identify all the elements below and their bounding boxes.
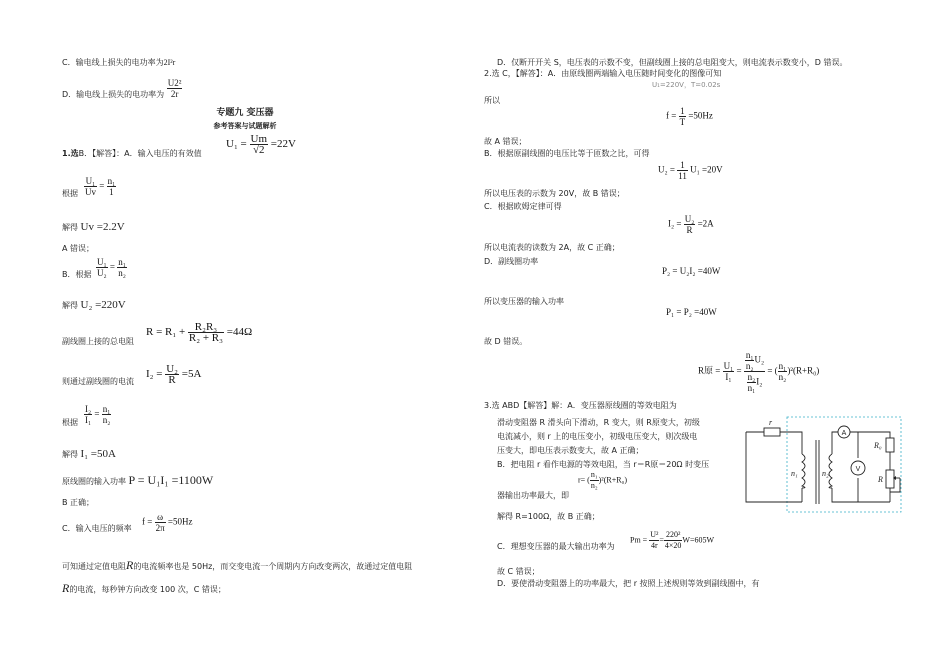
q3-head: 3.选 ABD【解答】解：A．变压器原线圈的等效电阻为 (484, 401, 677, 410)
frac-den: n₁ (747, 383, 756, 393)
eq-sign: = (659, 535, 664, 545)
q1-r-lhs: R = R₁ + (146, 326, 186, 339)
q3-line6: 解得 R=100Ω，故 B 正确； (497, 512, 600, 521)
q1-r-eq (146, 322, 252, 343)
frac-den: R₂ + R₃ (188, 332, 223, 344)
q2-b-wrong: 所以电压表的示数为 20V，故 B 错误； (484, 189, 625, 198)
frac-num: Um (250, 133, 267, 145)
frac-den: U₂ (97, 268, 107, 278)
frac-num: U₂ (166, 363, 178, 375)
q1-eq1: U₁ = $\frac{Um}{√2}$ =22V (226, 133, 296, 156)
option-c-text: C．输电线上损失的电功率为 (62, 58, 164, 67)
q2-p1-eq: P₁ = P₂ =40W (666, 307, 717, 317)
q2-values: U₁=220V，T=0.02s (652, 81, 721, 89)
frac-num: U2² (167, 78, 182, 88)
q2-a-wrong: 故 A 错误； (484, 137, 527, 146)
q2-f-frac (679, 106, 687, 127)
expl1-b: 的电流频率也是 50Hz，而交变电流一个周期内方向改变两次，故通过定值电阻 (133, 562, 413, 571)
q1-ratio1: $\frac{\text{U₁}}{Uv}$ = $\frac{\text{n₁}}{1}$ (85, 176, 116, 197)
q1-gen-label: 根据 (62, 189, 78, 198)
q2-d-wrong: 故 D 错误。 (484, 337, 528, 346)
q2-c-right: 所以电流表的读数为 2A，故 C 正确； (484, 243, 620, 252)
q1-i2-frac (165, 364, 179, 385)
q2-so: 所以 (484, 96, 500, 105)
expl1-a: 可知通过定值电阻 (62, 562, 126, 571)
r-orig-lhs: R原 = (698, 365, 721, 376)
q3-r-tail: )²(R+R₀) (598, 475, 628, 485)
q3-r-frac (590, 470, 599, 491)
frac-den: 4×20 (664, 541, 682, 550)
frac-num: 1 (680, 106, 685, 116)
frac-num: n₁ (590, 470, 598, 479)
option-c-line (62, 57, 175, 68)
option-c-expr: 2I²r (163, 58, 176, 67)
frac-num: U₁ (723, 361, 734, 371)
q1-r-frac (188, 322, 224, 343)
rheostat-r (886, 470, 894, 488)
q2-u2-frac (677, 160, 688, 181)
q2-f-eq (666, 106, 713, 127)
q1-u2-value: U₂ =220V (80, 299, 126, 311)
wire-right-top (850, 432, 890, 452)
q1-gen3-label: 根据 (62, 418, 78, 427)
q1-f-frac (155, 512, 166, 533)
q3-line8: 故 C 错误； (497, 567, 540, 576)
page-subtitle: 参考答案与试题解析 (213, 122, 277, 130)
frac-den: T (679, 117, 686, 127)
q1-f-rhs: =50Hz (167, 516, 193, 527)
frac-num: U² (650, 530, 659, 539)
q1-b-gen: B．根据 (62, 270, 92, 279)
inner-frac (747, 372, 757, 393)
q1-c-expl1 (62, 560, 412, 572)
q1-power-value: P = U₁I₁ =1100W (128, 473, 214, 487)
q3-pm-eq (630, 530, 714, 551)
q1-ratio3-a (84, 404, 92, 425)
q1-ratio1-b (107, 176, 117, 197)
q3-line3: 压变大，即电压表示数变大，故 A 正确； (497, 446, 644, 455)
q1-power-line (62, 475, 213, 487)
q2-p2-eq: P₂ = U₂I₂ =40W (662, 266, 721, 276)
label-big-r: R (878, 475, 883, 484)
label-a: A (841, 430, 847, 437)
frac-num: R₂R₃ (188, 322, 224, 333)
frac-num: 220² (664, 530, 683, 541)
q3-line9: D．要使滑动变阻器上的功率最大，把 r 按照上述规则等效到副线圈中，有 (497, 579, 760, 588)
frac-num: n₁ (745, 350, 754, 360)
q1-c-expl2 (62, 583, 226, 595)
frac-den: 2π (155, 523, 165, 533)
q2-i2-rhs: =2A (697, 218, 714, 229)
frac-den: n₂ (590, 481, 598, 490)
resistor-symbol: R (62, 581, 70, 595)
secondary-coil (829, 454, 832, 488)
q1-ratio3-b (102, 404, 112, 425)
frac-num: n₂ (747, 372, 756, 382)
q3-line7: C．理想变压器的最大输出功率为 (497, 542, 615, 551)
q2-i2-eq (668, 214, 714, 235)
q1-eq1-rhs: =22V (270, 138, 296, 151)
eq-sign: = ( (767, 365, 778, 376)
q2-head: 2.选 C，【解答】：A．由原线圈两端输入电压随时间变化的图像可知 (484, 69, 722, 78)
frac-den: n₂ (118, 268, 126, 278)
q2-c-text: C．根据欧姆定律可得 (484, 202, 562, 211)
frac-num: U₁ (85, 176, 96, 186)
wire-top-primary (780, 432, 802, 454)
frac-den: 4r (650, 541, 658, 550)
frac-den: I₁ (725, 372, 732, 382)
q2-u2-eq (658, 160, 723, 181)
frac-den: I₁ (85, 415, 92, 425)
q1-ratio2-b (117, 257, 127, 278)
frac-num: U₂ (684, 214, 695, 224)
q1-r-rhs: =44Ω (226, 326, 253, 339)
q1-ratio1-a (84, 176, 97, 197)
transformer-circuit-diagram (740, 414, 904, 514)
r-orig-tail: )²(R+R₀) (787, 365, 820, 376)
q1-solve2-line (62, 300, 126, 311)
q1-b-right: B 正确； (62, 498, 95, 507)
r-orig-eq (698, 350, 819, 393)
frac-den: n₂ (778, 372, 787, 382)
q1-c-label: C．输入电压的频率 (62, 524, 132, 533)
resistor-r (764, 428, 780, 436)
q3-line2: 电流减小，则 r 上的电压变小，初级电压变大，则次级电 (497, 432, 698, 441)
q2-u2-rhs: U₁ =20V (690, 164, 723, 175)
solve-text: 解得 (62, 223, 78, 232)
right-d-line: D．仅断开开关 S，电压表的示数不变，但副线圈上接的总电阻变大，则电流表示数变小，D 错误。 (497, 58, 848, 67)
option-d-fraction (167, 78, 183, 99)
frac-den: R (686, 225, 693, 235)
label-r0: R₀ (874, 441, 882, 450)
q1-i2-rhs: =5A (181, 368, 202, 381)
q1-solve3-line (62, 449, 116, 460)
q1-uv-value: Uv =2.2V (80, 221, 125, 233)
label-r: r (769, 418, 773, 427)
frac-num: n₁ (118, 257, 126, 267)
frac-num: ω (155, 512, 166, 523)
label-n2: n₂ (822, 469, 829, 478)
q1-total-r-label: 副线圈上接的总电阻 (62, 337, 134, 346)
inner-frac (745, 350, 755, 371)
option-d-text: D．输电线上损失的电功率为 (62, 90, 165, 99)
i2-sym: I₂ (756, 376, 763, 387)
wire-secondary-bottom (832, 488, 890, 502)
frac-num: n₁ (102, 404, 111, 414)
q2-i2-lhs: I₂ = (668, 218, 682, 229)
label-n1: n₁ (791, 469, 798, 478)
q1-a-wrong: A 错误； (62, 244, 95, 253)
frac-den: n₂ (745, 361, 754, 371)
expl2-text: 的电流，每秒钟方向改变 100 次，C 错误； (69, 585, 226, 594)
q1-i2-label: 则通过副线圈的电流 (62, 377, 134, 386)
q2-u2-lhs: U₂ = (658, 164, 675, 175)
r-orig-f2-num (744, 350, 765, 372)
r-orig-f2-den (744, 372, 765, 393)
resistor-symbol: R (126, 558, 134, 572)
u2-sym: U₂ (754, 354, 765, 365)
q2-f-rhs: =50Hz (688, 110, 713, 121)
frac-num: n₁ (107, 176, 116, 186)
q3-pm-f1 (649, 530, 659, 551)
q3-pm-f2 (664, 530, 683, 551)
q1-f-lhs: f = (142, 516, 153, 527)
q1-i1-value: I₁ =50A (80, 448, 116, 460)
frac-den: 11 (678, 171, 687, 181)
frac-den: √2 (252, 144, 265, 156)
q2-f-lhs: f = (666, 110, 677, 121)
q1-ratio3: $\frac{\text{I₂}}{\text{I₁}}$ = $\frac{\text{n₁}}{\text{n₂}}$ (85, 404, 111, 425)
frac-den: n₂ (102, 415, 111, 425)
q1-head-line (62, 148, 202, 159)
solve-text: 解得 (62, 301, 78, 310)
q1-solve-label (62, 222, 125, 233)
frac-den: 2r (170, 89, 179, 99)
r-orig-f2 (744, 350, 765, 393)
wire-left-primary (746, 432, 802, 502)
q3-r-lhs: r= ( (578, 475, 590, 485)
page-title: 专题九 变压器 (216, 108, 274, 118)
label-v: V (855, 466, 861, 473)
q3-line1: 滑动变阻器 R 滑头向下滑动，R 变大，则 R原变大，初级 (497, 418, 700, 427)
q3-pm-rhs: W=605W (682, 535, 715, 545)
q1-eq1-frac (250, 134, 269, 155)
frac-num: n₁ (778, 361, 787, 371)
q3-pm-lhs: Pm = (630, 535, 648, 545)
q1-choice: B．【解答】：A．输入电压的有效值 (78, 149, 202, 158)
q1-eq1-lhs: U₁ (226, 138, 238, 151)
eq-sign: = (736, 365, 742, 376)
power-text: 原线圈的输入功率 (62, 477, 126, 486)
q1-ratio2: $\frac{\text{U₁}}{\text{U₂}}$ = $\frac{\text{n₁}}{\text{n₂}}$ (97, 257, 126, 278)
q3-r-eq (578, 470, 627, 491)
frac-num: 1 (677, 160, 688, 171)
q2-d-text: D．副线圈功率 (484, 257, 539, 266)
r-orig-f3 (778, 361, 788, 382)
r-orig-f1 (723, 361, 735, 382)
q2-b-text: B．根据原副线圈的电压比等于匝数之比，可得 (484, 149, 650, 158)
q1-f-eq (142, 512, 192, 533)
frac-den: R (168, 374, 176, 386)
wire-secondary-top (832, 432, 838, 454)
q1-label: 1.选 (62, 149, 79, 158)
q2-d-text2: 所以变压器的输入功率 (484, 297, 564, 306)
frac-den: 1 (109, 187, 114, 197)
q1-i2-eq (146, 364, 201, 385)
q1-i2-lhs: I₂ = (146, 368, 163, 381)
frac-num: I₂ (85, 404, 92, 414)
resistor-r0 (886, 438, 894, 452)
frac-num: U₁ (97, 257, 107, 267)
option-d-line (62, 78, 182, 105)
solve-text: 解得 (62, 450, 78, 459)
q1-ratio2-a (96, 257, 108, 278)
q3-line4: B．把电阻 r 看作电源的等效电阻，当 r＝R原＝20Ω 时变压 (497, 460, 710, 469)
frac-den: Uv (85, 187, 96, 197)
q3-line5: 器输出功率最大，即 (497, 491, 569, 500)
primary-coil (802, 454, 805, 488)
q2-i2-frac (684, 214, 696, 235)
